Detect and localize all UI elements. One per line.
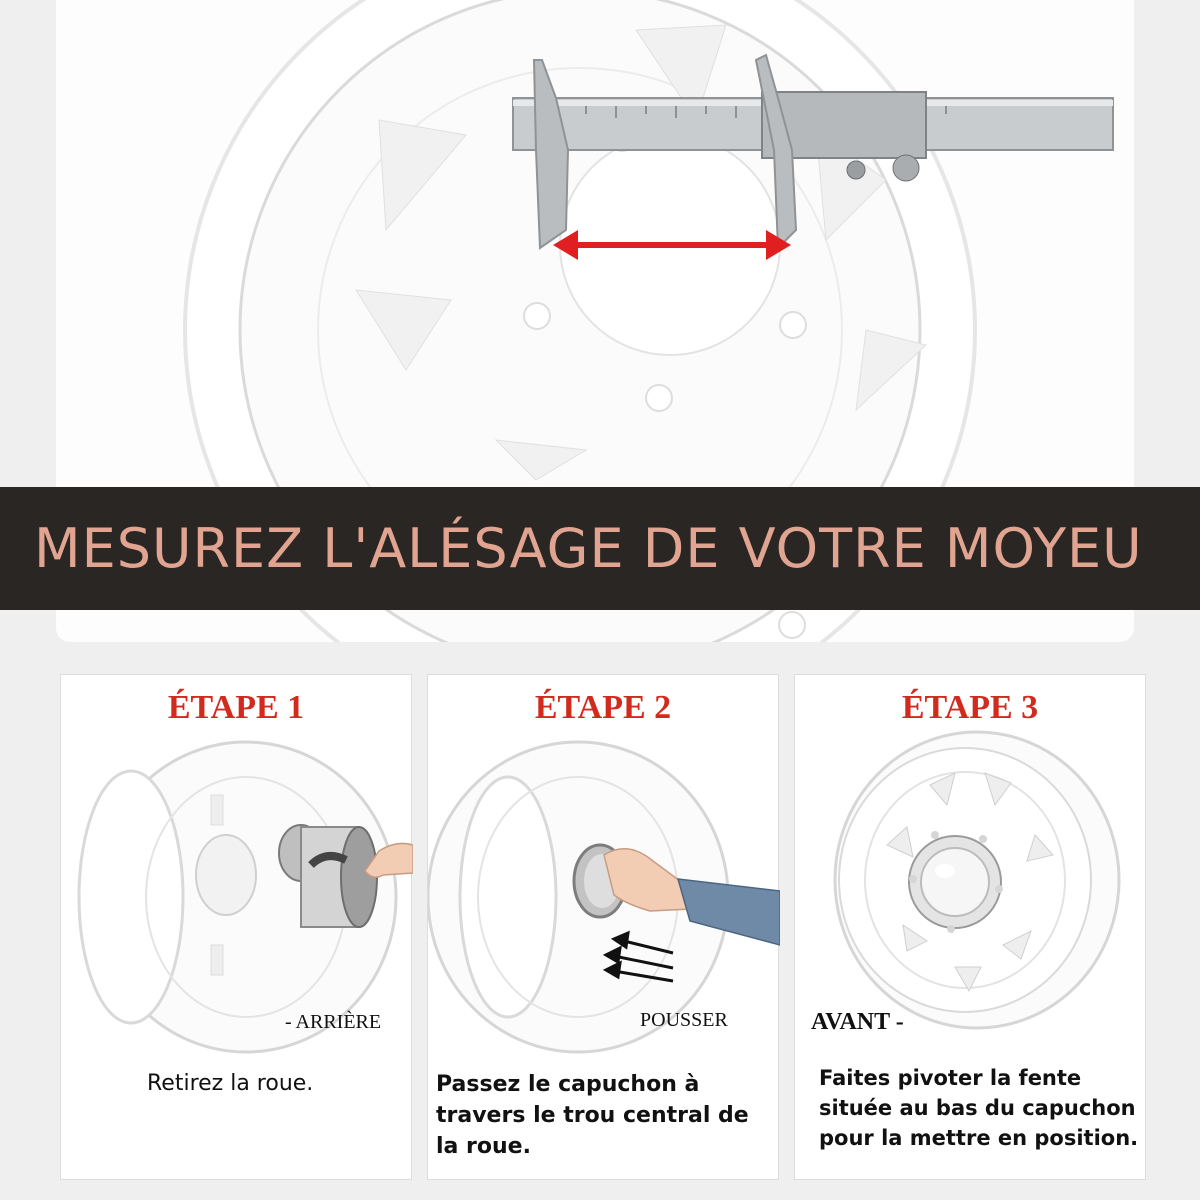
step-title: ÉTAPE 3 [901, 689, 1039, 726]
step-title: ÉTAPE 2 [534, 689, 672, 726]
step-card-3 [794, 674, 1146, 1180]
step-tag: AVANT - [811, 1009, 904, 1035]
step-description: Faites pivoter la fente située au bas du capuchon pour la mettre en position. [819, 1066, 1139, 1150]
wheel-rear-cap-icon [61, 675, 413, 1181]
step-description: Retirez la roue. [147, 1071, 314, 1096]
step-tag: - ARRIÈRE [285, 1011, 382, 1033]
step-tag: POUSSER [640, 1009, 728, 1031]
step-card-2 [427, 674, 779, 1180]
step-description: Passez le capuchon à travers le trou central de la roue. [436, 1072, 749, 1159]
step-card-1 [60, 674, 412, 1180]
banner-title: MESUREZ L'ALÉSAGE DE VOTRE MOYEU [34, 517, 1143, 580]
step-title: ÉTAPE 1 [167, 689, 305, 726]
title-banner [0, 487, 1200, 610]
